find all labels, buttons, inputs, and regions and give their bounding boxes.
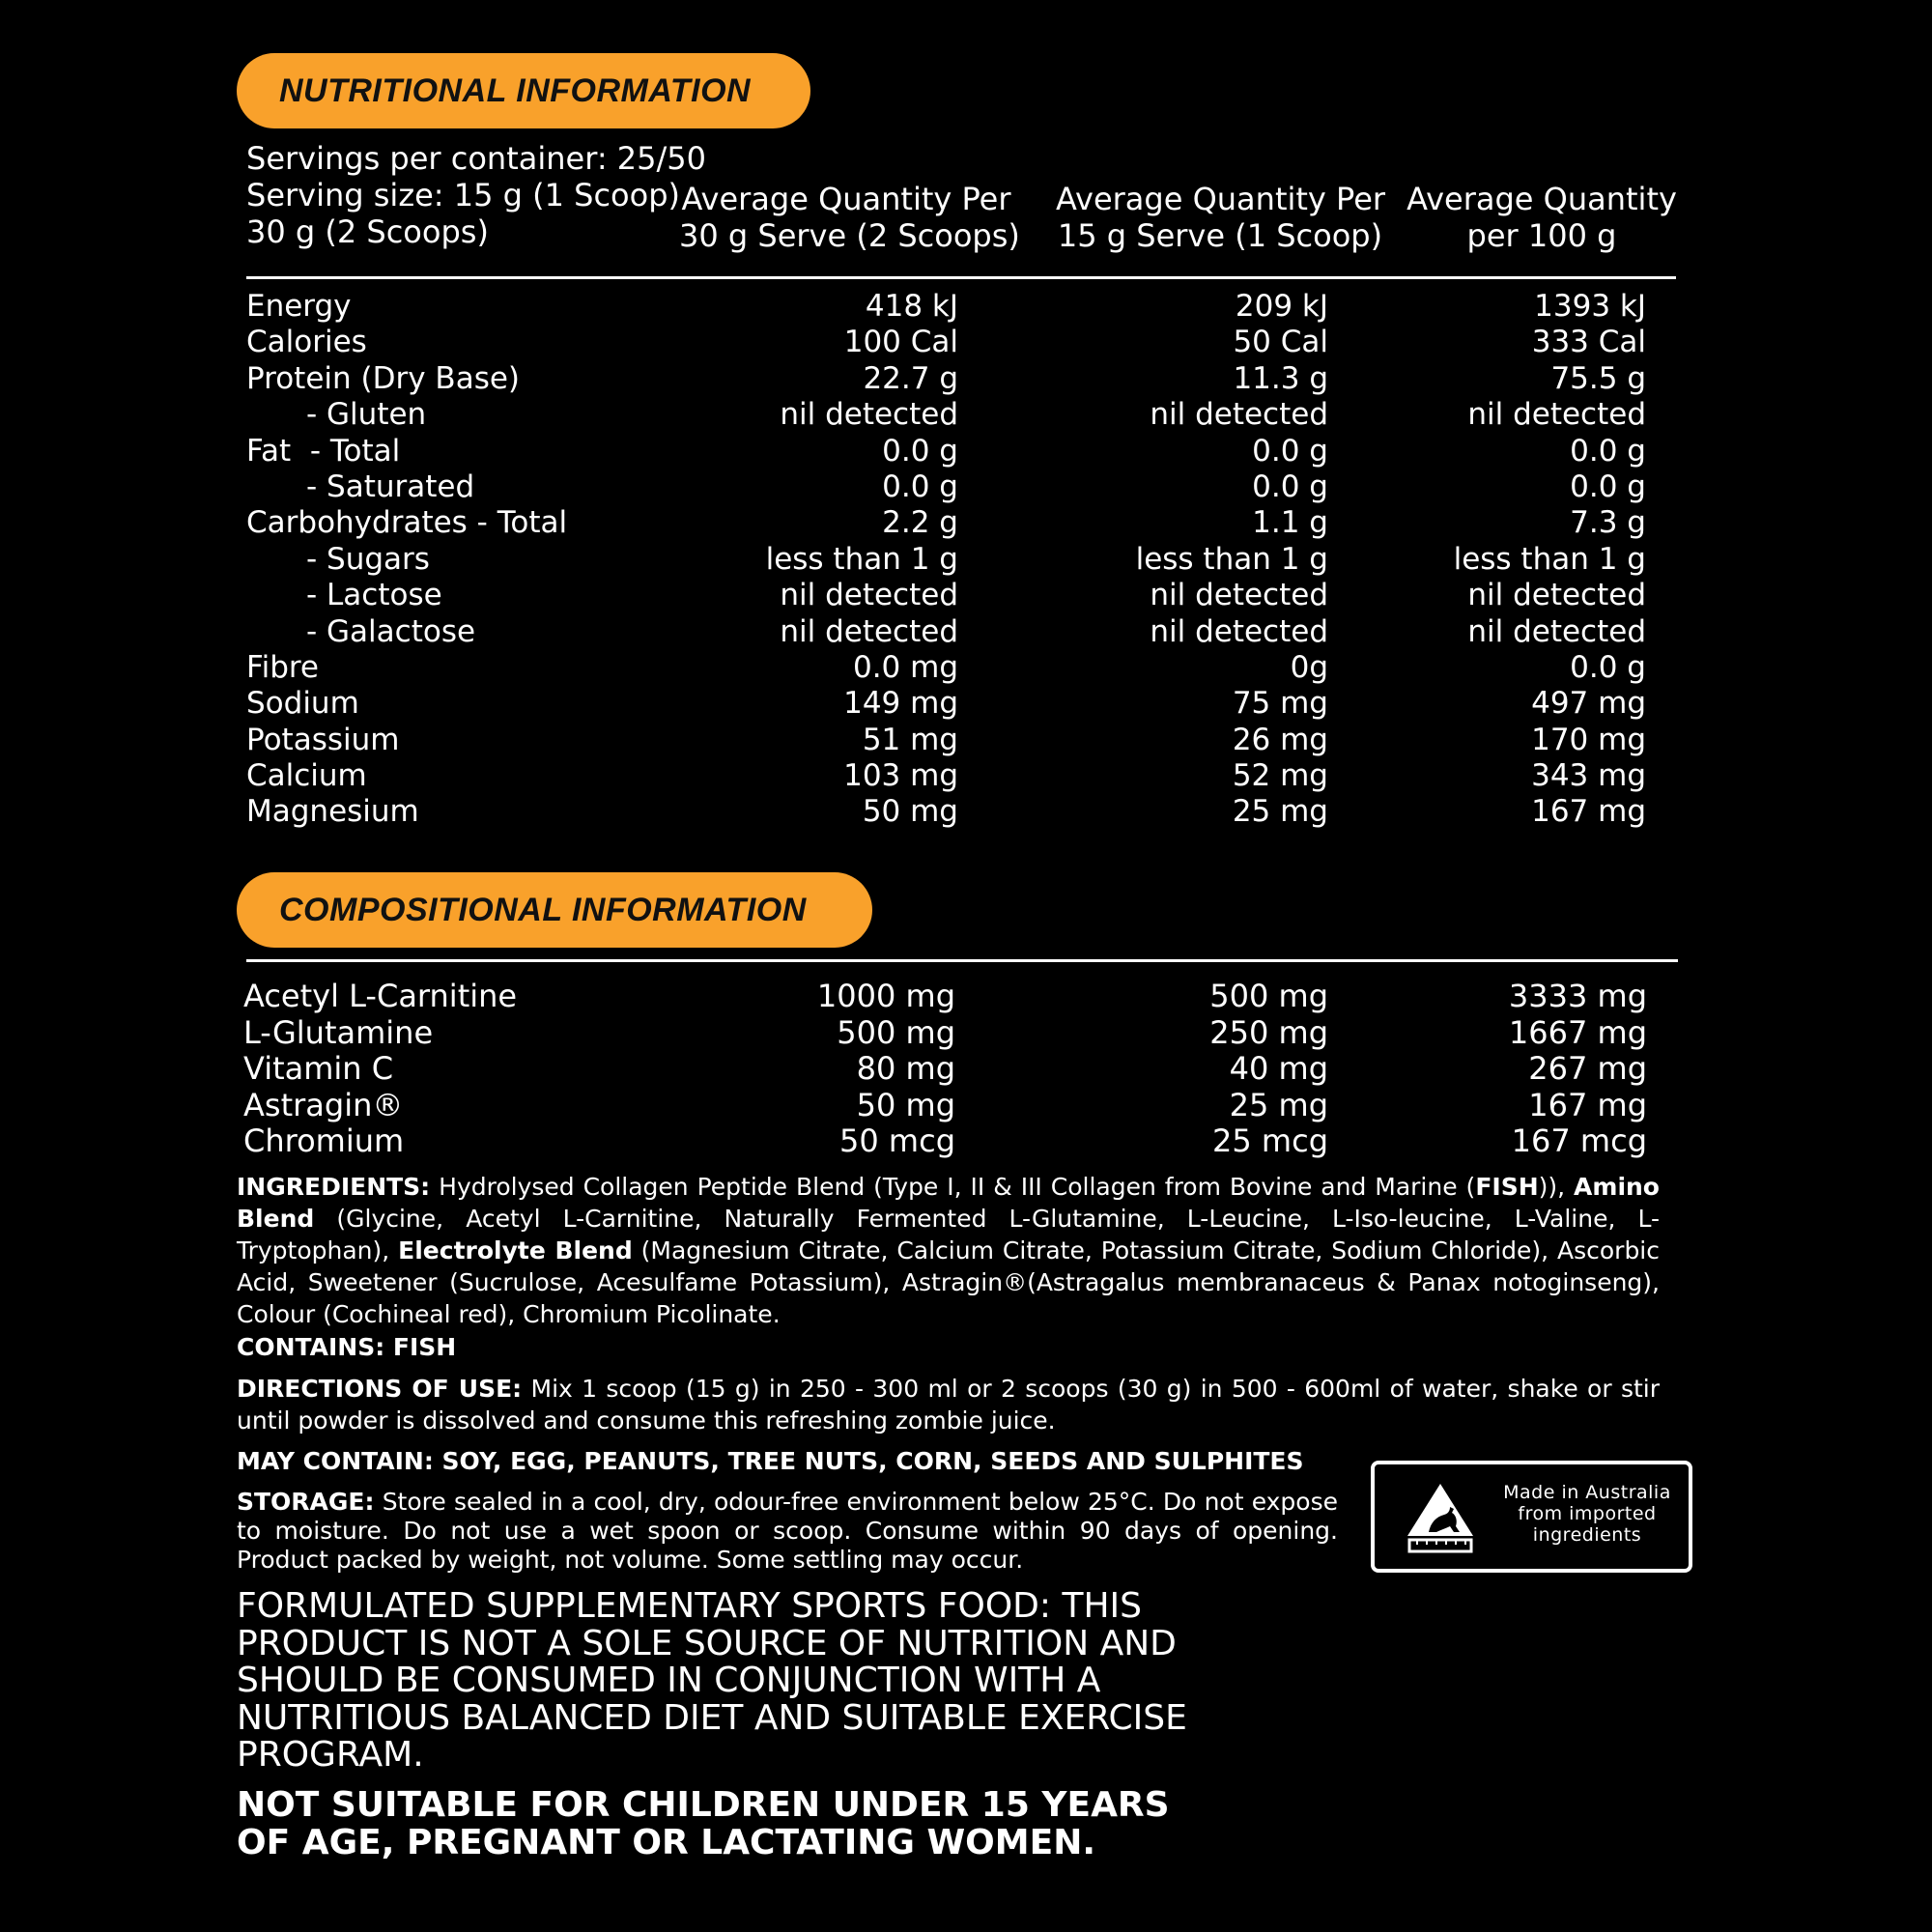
- composition-row-value-v2: 500 mg: [1209, 978, 1328, 1014]
- kangaroo-triangle-icon: [1402, 1480, 1479, 1557]
- nutrition-row-value-v1: 2.2 g: [882, 505, 958, 541]
- nutrition-row: [246, 542, 1647, 578]
- nutrition-row-label: Calories: [246, 325, 367, 360]
- nutrition-row-value-v2: 0.0 g: [1252, 433, 1328, 469]
- nutrition-row-value-v2: 25 mg: [1232, 794, 1328, 830]
- nutrition-row-label: - Galactose: [306, 613, 476, 649]
- composition-row-label: Astragin®: [243, 1086, 404, 1123]
- nutrition-row-value-v2: less than 1 g: [1135, 541, 1328, 577]
- composition-row-value-v1: 1000 mg: [816, 978, 955, 1014]
- nutrition-row-value-v3: 1393 kJ: [1534, 289, 1646, 324]
- serving-info: [246, 140, 706, 250]
- nutrition-row-value-v1: 103 mg: [843, 758, 958, 794]
- composition-row-value-v1: 80 mg: [856, 1050, 955, 1087]
- nutrition-row-label: Potassium: [246, 722, 400, 757]
- nutrition-table: [246, 289, 1647, 831]
- composition-row-value-v3: 3333 mg: [1508, 978, 1647, 1014]
- nutrition-row-value-v2: nil detected: [1150, 397, 1328, 433]
- nutrition-row-value-v2: 26 mg: [1232, 722, 1328, 757]
- nutritional-information-heading: [237, 53, 810, 128]
- nutrition-row-label: - Sugars: [306, 541, 430, 577]
- composition-row: [243, 1123, 1649, 1160]
- directions-text: Mix 1 scoop (15 g) in 250 - 300 ml or 2 scoops (30 g) in 500 - 600ml of water, shake or stir until powder is dissolved and consume this refreshing zombie juice.: [237, 1375, 1660, 1435]
- nutrition-row: [246, 723, 1647, 758]
- nutrition-row-value-v1: 22.7 g: [863, 360, 958, 396]
- serving-size-line1: Serving size: 15 g (1 Scoop): [246, 177, 680, 213]
- nutrition-row-label: Energy: [246, 289, 352, 324]
- ingredients-text-4: (Magnesium Citrate, Calcium Citrate, Potassium Citrate, Sodium Chloride), Ascorbic Acid, Sweetener (Sucrulose, Acesulfame Potassium), Astragin®(Astragalus membranaceus & Panax notoginseng), Colour (Cochineal red), Chromium Picolinate.: [237, 1236, 1660, 1328]
- nutrition-row-label: Fibre: [246, 649, 320, 685]
- ingredients-label: INGREDIENTS:: [237, 1173, 431, 1201]
- composition-row-value-v3: 167 mcg: [1511, 1122, 1647, 1159]
- storage-paragraph: [237, 1488, 1338, 1575]
- nutrition-row-value-v3: 75.5 g: [1550, 360, 1646, 396]
- nutrition-row-value-v1: nil detected: [780, 397, 958, 433]
- nutrition-row-label: Magnesium: [246, 794, 419, 830]
- nutrition-row: [246, 397, 1647, 433]
- suitability-warning: NOT SUITABLE FOR CHILDREN UNDER 15 YEARS OF AGE, PREGNANT OR LACTATING WOMEN.: [237, 1785, 1170, 1862]
- nutrition-row-value-v1: nil detected: [780, 578, 958, 613]
- nutrition-row-value-v1: 100 Cal: [843, 325, 958, 360]
- ingredients-text-1: Hydrolysed Collagen Peptide Blend (Type I, II & III Collagen from Bovine and Marine (: [430, 1173, 1476, 1201]
- may-contain-allergens: MAY CONTAIN: SOY, EGG, PEANUTS, TREE NUTS, CORN, SEEDS AND SULPHITES: [237, 1447, 1304, 1475]
- nutrition-row-value-v3: 7.3 g: [1570, 505, 1646, 541]
- nutrition-row-value-v1: nil detected: [780, 613, 958, 649]
- nutrition-row-value-v1: 418 kJ: [865, 289, 958, 324]
- nutrition-row-value-v1: 149 mg: [843, 686, 958, 722]
- nutrition-row-value-v2: 0g: [1290, 649, 1328, 685]
- nutrition-row-value-v1: less than 1 g: [765, 541, 958, 577]
- nutrition-row-label: Fat - Total: [246, 433, 401, 469]
- composition-row-value-v3: 267 mg: [1528, 1050, 1647, 1087]
- composition-row-value-v1: 500 mg: [837, 1013, 955, 1051]
- nutrition-row-value-v1: 51 mg: [862, 722, 958, 757]
- composition-table: [243, 979, 1649, 1160]
- composition-row: [243, 1015, 1649, 1052]
- badge-line2: from imported: [1518, 1503, 1657, 1524]
- column-header-100g: [1404, 181, 1680, 254]
- nutrition-row-value-v2: 50 Cal: [1233, 325, 1328, 360]
- nutrition-row-value-v2: 11.3 g: [1233, 360, 1328, 396]
- column-header-100g-line1: Average Quantity: [1406, 181, 1677, 217]
- food-classification-statement: FORMULATED SUPPLEMENTARY SPORTS FOOD: THIS PRODUCT IS NOT A SOLE SOURCE OF NUTRITION AND SHOULD BE CONSUMED IN CONJUNCTION WITH A NUTRITIOUS BALANCED DIET AND SUITABLE EXERCISE PROGRAM.: [237, 1586, 1187, 1775]
- nutrition-row: [246, 361, 1647, 397]
- nutrition-row-value-v1: 0.0 mg: [852, 649, 958, 685]
- nutrition-row: [246, 794, 1647, 830]
- serving-size-line2: 30 g (2 Scoops): [246, 213, 489, 250]
- nutrition-row-value-v3: nil detected: [1467, 613, 1646, 649]
- nutrition-row: [246, 686, 1647, 722]
- nutrition-header-divider: [246, 276, 1676, 279]
- nutrition-row-value-v3: 0.0 g: [1570, 469, 1646, 504]
- contains-allergen: CONTAINS: FISH: [237, 1333, 457, 1361]
- composition-divider: [246, 959, 1678, 962]
- nutritional-information-title: NUTRITIONAL INFORMATION: [279, 71, 752, 109]
- nutrition-row-value-v1: 0.0 g: [882, 469, 958, 504]
- badge-line1: Made in Australia: [1503, 1482, 1671, 1503]
- nutrition-row-value-v2: 0.0 g: [1252, 469, 1328, 504]
- nutrition-row: [246, 469, 1647, 505]
- nutrition-row-label: Sodium: [246, 686, 359, 722]
- nutrition-row-value-v3: 497 mg: [1531, 686, 1646, 722]
- composition-row: [243, 979, 1649, 1015]
- nutrition-row: [246, 434, 1647, 469]
- column-header-30g: [679, 181, 1020, 254]
- column-header-100g-line2: per 100 g: [1466, 217, 1617, 254]
- column-header-30g-line2: 30 g Serve (2 Scoops): [679, 217, 1020, 254]
- nutrition-row-value-v2: nil detected: [1150, 613, 1328, 649]
- composition-row-label: Chromium: [243, 1122, 405, 1159]
- nutrition-row-value-v3: 167 mg: [1531, 794, 1646, 830]
- nutrition-row: [246, 650, 1647, 686]
- badge-line3: ingredients: [1532, 1524, 1642, 1546]
- nutrition-row-value-v3: nil detected: [1467, 578, 1646, 613]
- ingredients-electrolyte-blend: Electrolyte Blend: [398, 1236, 633, 1264]
- composition-row-label: Vitamin C: [243, 1050, 394, 1087]
- composition-row-value-v2: 250 mg: [1209, 1013, 1328, 1051]
- nutrition-row-value-v2: 75 mg: [1232, 686, 1328, 722]
- composition-row-label: L-Glutamine: [243, 1013, 434, 1051]
- composition-row-value-v3: 1667 mg: [1508, 1013, 1647, 1051]
- composition-row-value-v2: 25 mg: [1229, 1086, 1328, 1123]
- ingredients-paragraph: [237, 1171, 1660, 1330]
- storage-text: Store sealed in a cool, dry, odour-free environment below 25°C. Do not expose to moisture. Do not use a wet spoon or scoop. Consume within 90 days of opening. Product packed by weight, not volume. Some settling may occur.: [237, 1488, 1338, 1574]
- nutrition-row-value-v3: 0.0 g: [1570, 433, 1646, 469]
- nutrition-row-value-v3: 0.0 g: [1570, 649, 1646, 685]
- nutrition-row-value-v1: 50 mg: [862, 794, 958, 830]
- column-header-15g-line1: Average Quantity Per: [1056, 181, 1386, 217]
- composition-row-value-v2: 25 mcg: [1212, 1122, 1328, 1159]
- nutrition-row: [246, 505, 1647, 541]
- composition-row-value-v1: 50 mg: [856, 1086, 955, 1123]
- nutrition-row-label: Calcium: [246, 758, 367, 794]
- ingredients-fish: FISH: [1475, 1173, 1539, 1201]
- nutrition-row: [246, 578, 1647, 613]
- nutrition-row-value-v3: 170 mg: [1531, 722, 1646, 757]
- composition-row: [243, 1088, 1649, 1124]
- nutrition-row-value-v2: 1.1 g: [1252, 505, 1328, 541]
- nutrition-row-label: Carbohydrates - Total: [246, 505, 568, 541]
- directions-label: DIRECTIONS OF USE:: [237, 1375, 523, 1403]
- nutrition-row: [246, 289, 1647, 325]
- composition-row-value-v1: 50 mcg: [839, 1122, 955, 1159]
- ingredients-text-3: (Glycine, Acetyl L-Carnitine, Naturally Fermented L-Glutamine, L-Leucine, L-Iso-leucine, L-Valine, L-Tryptophan),: [237, 1205, 1660, 1264]
- composition-row: [243, 1051, 1649, 1088]
- composition-row-label: Acetyl L-Carnitine: [243, 978, 518, 1014]
- nutrition-row-label: - Lactose: [306, 578, 442, 613]
- column-header-15g-line2: 15 g Serve (1 Scoop): [1057, 217, 1383, 254]
- badge-text: [1491, 1482, 1684, 1546]
- column-header-15g: [1056, 181, 1384, 254]
- nutrition-row-label: Protein (Dry Base): [246, 360, 521, 396]
- servings-per-container: Servings per container: 25/50: [246, 140, 706, 177]
- composition-row-value-v2: 40 mg: [1229, 1050, 1328, 1087]
- nutrition-row-value-v3: nil detected: [1467, 397, 1646, 433]
- nutrition-row-label: - Gluten: [306, 397, 427, 433]
- nutrition-row: [246, 325, 1647, 360]
- made-in-australia-badge: [1371, 1461, 1692, 1573]
- compositional-information-heading: [237, 872, 872, 948]
- nutrition-row-value-v1: 0.0 g: [882, 433, 958, 469]
- nutrition-row-value-v2: nil detected: [1150, 578, 1328, 613]
- nutrition-row: [246, 614, 1647, 650]
- compositional-information-title: COMPOSITIONAL INFORMATION: [279, 891, 807, 928]
- nutrition-row-label: - Saturated: [306, 469, 475, 504]
- nutrition-row-value-v3: 343 mg: [1531, 758, 1646, 794]
- directions-paragraph: [237, 1373, 1660, 1436]
- composition-row-value-v3: 167 mg: [1528, 1086, 1647, 1123]
- column-header-30g-line1: Average Quantity Per: [681, 181, 1011, 217]
- nutrition-row-value-v3: less than 1 g: [1453, 541, 1646, 577]
- ingredients-text-2: )),: [1538, 1173, 1575, 1201]
- nutrition-row-value-v2: 52 mg: [1232, 758, 1328, 794]
- nutrition-row-value-v2: 209 kJ: [1235, 289, 1328, 324]
- nutrition-row-value-v3: 333 Cal: [1531, 325, 1646, 360]
- storage-label: STORAGE:: [237, 1488, 375, 1516]
- ingredients-amino-blend: Amino Blend: [237, 1173, 1660, 1233]
- nutrition-row: [246, 758, 1647, 794]
